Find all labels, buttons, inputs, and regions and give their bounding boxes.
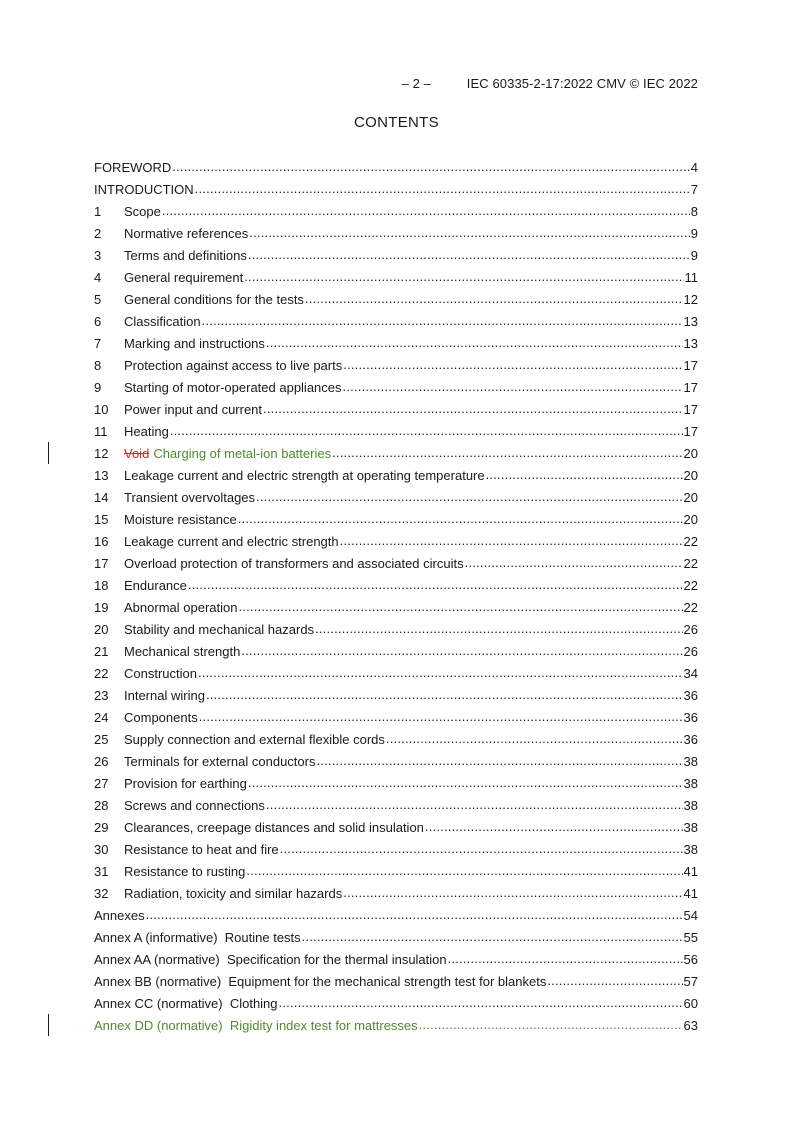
- toc-number: 31: [94, 863, 109, 879]
- toc-label: Moisture resistance: [124, 511, 237, 527]
- toc-label: Scope: [124, 203, 161, 219]
- toc-entry-17[interactable]: [94, 552, 698, 574]
- dot-leader: [386, 728, 683, 750]
- dot-leader: [343, 376, 683, 398]
- toc-entry-13[interactable]: [94, 464, 698, 486]
- table-of-contents: [94, 156, 698, 1036]
- toc-number: 21: [94, 643, 109, 659]
- toc-label: [124, 446, 331, 461]
- toc-number: 22: [94, 665, 109, 681]
- dot-leader: [547, 970, 682, 992]
- toc-entry-9[interactable]: [94, 376, 698, 398]
- toc-entry-28[interactable]: [94, 794, 698, 816]
- toc-page: 7: [690, 181, 698, 197]
- dot-leader: [448, 948, 683, 970]
- toc-number: 25: [94, 731, 109, 747]
- toc-entry-5[interactable]: [94, 288, 698, 310]
- toc-entry-annexes[interactable]: [94, 904, 698, 926]
- toc-page: 20: [683, 467, 698, 483]
- toc-entry-30[interactable]: [94, 838, 698, 860]
- toc-label: Transient overvoltages: [124, 489, 256, 505]
- page-header: [402, 76, 698, 91]
- toc-page: 4: [690, 159, 698, 175]
- toc-number: 7: [94, 335, 102, 351]
- toc-number: 28: [94, 797, 109, 813]
- page-number: – 2 –: [401, 76, 432, 91]
- toc-number: 18: [94, 577, 109, 593]
- dot-leader: [266, 332, 683, 354]
- toc-entry-6[interactable]: [94, 310, 698, 332]
- toc-number: 2: [94, 225, 102, 241]
- dot-leader: [280, 838, 683, 860]
- toc-page: 38: [683, 819, 698, 835]
- toc-entry-annex-aa[interactable]: [94, 948, 698, 970]
- toc-label: Abnormal operation: [124, 599, 238, 615]
- toc-page: 22: [683, 599, 698, 615]
- toc-number: 29: [94, 819, 109, 835]
- toc-number: 27: [94, 775, 109, 791]
- toc-label: Construction: [124, 665, 197, 681]
- dot-leader: [248, 772, 683, 794]
- dot-leader: [206, 684, 683, 706]
- toc-label: Resistance to heat and fire: [124, 841, 279, 857]
- dot-leader: [172, 156, 689, 178]
- toc-label: Supply connection and external flexible cords: [124, 731, 385, 747]
- toc-label: Normative references: [124, 225, 249, 241]
- dot-leader: [279, 992, 683, 1014]
- dot-leader: [263, 398, 683, 420]
- toc-page: 38: [683, 797, 698, 813]
- dot-leader: [316, 750, 682, 772]
- toc-label: Endurance: [124, 577, 187, 593]
- change-bar: [48, 1014, 49, 1036]
- inserted-text: Charging of metal-ion batteries: [153, 445, 332, 461]
- toc-label: Mechanical strength: [124, 643, 241, 659]
- dot-leader: [343, 882, 682, 904]
- dot-leader: [244, 266, 683, 288]
- toc-page: 12: [683, 291, 698, 307]
- dot-leader: [146, 904, 683, 926]
- toc-page: 60: [683, 995, 698, 1011]
- dot-leader: [305, 288, 683, 310]
- toc-label: Internal wiring: [124, 687, 205, 703]
- dot-leader: [465, 552, 683, 574]
- toc-label: Screws and connections: [124, 797, 265, 813]
- toc-entry-29[interactable]: [94, 816, 698, 838]
- toc-number: 15: [94, 511, 109, 527]
- contents-title: CONTENTS: [354, 114, 439, 131]
- toc-page: 17: [683, 379, 698, 395]
- toc-number: 20: [94, 621, 109, 637]
- toc-page: 26: [683, 621, 698, 637]
- toc-page: 17: [683, 357, 698, 373]
- dot-leader: [486, 464, 683, 486]
- toc-number: 11: [94, 423, 108, 439]
- toc-page: 38: [683, 775, 698, 791]
- toc-entry-annex-cc[interactable]: [94, 992, 698, 1014]
- toc-entry-8[interactable]: [94, 354, 698, 376]
- toc-label: Overload protection of transformers and associated circuits: [124, 555, 464, 571]
- dot-leader: [332, 442, 682, 464]
- dot-leader: [419, 1014, 683, 1036]
- toc-page: 22: [683, 577, 698, 593]
- toc-page: 57: [683, 973, 698, 989]
- toc-number: 12: [94, 445, 109, 461]
- toc-page: 13: [683, 335, 698, 351]
- toc-number: 10: [94, 401, 109, 417]
- change-bar: [48, 442, 49, 464]
- toc-label: Clearances, creepage distances and solid insulation: [124, 819, 424, 835]
- toc-entry-19[interactable]: [94, 596, 698, 618]
- toc-number: 30: [94, 841, 109, 857]
- toc-number: 17: [94, 555, 109, 571]
- dot-leader: [195, 178, 690, 200]
- toc-page: 41: [683, 885, 698, 901]
- toc-entry-24[interactable]: [94, 706, 698, 728]
- toc-number: 6: [94, 313, 102, 329]
- toc-number: 26: [94, 753, 109, 769]
- toc-label: Leakage current and electric strength: [124, 533, 339, 549]
- toc-label: Components: [124, 709, 198, 725]
- dot-leader: [202, 310, 683, 332]
- toc-entry-21[interactable]: [94, 640, 698, 662]
- toc-label: Resistance to rusting: [124, 863, 246, 879]
- toc-entry-16[interactable]: [94, 530, 698, 552]
- toc-page: 13: [683, 313, 698, 329]
- toc-page: 41: [683, 863, 698, 879]
- toc-entry-32[interactable]: [94, 882, 698, 904]
- dot-leader: [302, 926, 683, 948]
- toc-label: INTRODUCTION: [94, 181, 194, 197]
- dot-leader: [425, 816, 683, 838]
- toc-label: Heating: [124, 423, 169, 439]
- toc-page: 22: [683, 533, 698, 549]
- toc-label: Annex CC (normative) Clothing: [94, 995, 278, 1011]
- toc-number: 13: [94, 467, 109, 483]
- dot-leader: [266, 794, 683, 816]
- toc-page: 8: [690, 203, 698, 219]
- toc-entry-20[interactable]: [94, 618, 698, 640]
- toc-number: 4: [94, 269, 102, 285]
- toc-label: General conditions for the tests: [124, 291, 304, 307]
- toc-page: 20: [683, 489, 698, 505]
- toc-page: 36: [683, 709, 698, 725]
- toc-number: 19: [94, 599, 109, 615]
- toc-page: 17: [683, 401, 698, 417]
- toc-number: 14: [94, 489, 109, 505]
- toc-entry-1[interactable]: [94, 200, 698, 222]
- toc-page: 54: [683, 907, 698, 923]
- deleted-text: Void: [124, 445, 150, 461]
- dot-leader: [238, 508, 683, 530]
- toc-label: Classification: [124, 313, 201, 329]
- toc-entry-annex-dd[interactable]: [94, 1014, 698, 1036]
- toc-number: 23: [94, 687, 109, 703]
- toc-label: Leakage current and electric strength at operating temperature: [124, 467, 485, 483]
- toc-number: 5: [94, 291, 102, 307]
- dot-leader: [340, 530, 683, 552]
- toc-page: 17: [683, 423, 698, 439]
- dot-leader: [248, 244, 690, 266]
- dot-leader: [162, 200, 690, 222]
- toc-number: 24: [94, 709, 109, 725]
- toc-label: Annex A (informative) Routine tests: [94, 929, 301, 945]
- toc-entry-2[interactable]: [94, 222, 698, 244]
- toc-entry-7[interactable]: [94, 332, 698, 354]
- toc-entry-18[interactable]: [94, 574, 698, 596]
- toc-entry-3[interactable]: [94, 244, 698, 266]
- toc-label: General requirement: [124, 269, 244, 285]
- toc-page: 11: [684, 269, 698, 285]
- toc-number: 3: [94, 247, 102, 263]
- toc-page: 34: [683, 665, 698, 681]
- dot-leader: [256, 486, 683, 508]
- toc-entry-22[interactable]: [94, 662, 698, 684]
- dot-leader: [343, 354, 682, 376]
- toc-label: Terms and definitions: [124, 247, 247, 263]
- toc-page: 36: [683, 687, 698, 703]
- toc-entry-annex-a[interactable]: [94, 926, 698, 948]
- toc-page: 63: [683, 1017, 698, 1033]
- toc-number: 9: [94, 379, 102, 395]
- dot-leader: [198, 662, 683, 684]
- toc-label: Marking and instructions: [124, 335, 265, 351]
- document-id: IEC 60335-2-17:2022 CMV © IEC 2022: [466, 76, 698, 91]
- toc-label: Protection against access to live parts: [124, 357, 343, 373]
- toc-entry-26[interactable]: [94, 750, 698, 772]
- toc-page: 36: [683, 731, 698, 747]
- toc-entry-12[interactable]: [94, 442, 698, 464]
- toc-number: 1: [94, 203, 102, 219]
- toc-entry-15[interactable]: [94, 508, 698, 530]
- dot-leader: [199, 706, 683, 728]
- toc-label: Radiation, toxicity and similar hazards: [124, 885, 343, 901]
- dot-leader: [188, 574, 683, 596]
- dot-leader: [170, 420, 683, 442]
- toc-number: 8: [94, 357, 102, 373]
- toc-label: Terminals for external conductors: [124, 753, 316, 769]
- toc-entry-14[interactable]: [94, 486, 698, 508]
- toc-label: Annexes: [94, 907, 145, 923]
- toc-label: Provision for earthing: [124, 775, 247, 791]
- toc-number: 16: [94, 533, 109, 549]
- toc-page: 26: [683, 643, 698, 659]
- toc-page: 55: [683, 929, 698, 945]
- toc-label: Annex DD (normative) Rigidity index test for mattresses: [94, 1017, 418, 1033]
- toc-entry-introduction[interactable]: [94, 178, 698, 200]
- toc-page: 22: [683, 555, 698, 571]
- toc-entry-annex-bb[interactable]: [94, 970, 698, 992]
- toc-entry-25[interactable]: [94, 728, 698, 750]
- dot-leader: [249, 222, 689, 244]
- dot-leader: [241, 640, 682, 662]
- toc-entry-11[interactable]: [94, 420, 698, 442]
- toc-entry-31[interactable]: [94, 860, 698, 882]
- toc-label: Stability and mechanical hazards: [124, 621, 315, 637]
- toc-label: Annex BB (normative) Equipment for the mechanical strength test for blankets: [94, 973, 547, 989]
- toc-entry-10[interactable]: [94, 398, 698, 420]
- toc-entry-4[interactable]: [94, 266, 698, 288]
- toc-page: 9: [690, 247, 698, 263]
- toc-entry-23[interactable]: [94, 684, 698, 706]
- toc-entry-foreword[interactable]: [94, 156, 698, 178]
- toc-page: 38: [683, 841, 698, 857]
- toc-page: 38: [683, 753, 698, 769]
- toc-page: 20: [683, 445, 698, 461]
- toc-label: FOREWORD: [94, 159, 172, 175]
- toc-number: 32: [94, 885, 109, 901]
- toc-label: Power input and current: [124, 401, 263, 417]
- dot-leader: [238, 596, 682, 618]
- toc-label: Starting of motor-operated appliances: [124, 379, 342, 395]
- toc-page: 9: [690, 225, 698, 241]
- toc-entry-27[interactable]: [94, 772, 698, 794]
- dot-leader: [246, 860, 682, 882]
- toc-page: 56: [683, 951, 698, 967]
- toc-label: Annex AA (normative) Specification for the thermal insulation: [94, 951, 447, 967]
- toc-page: 20: [683, 511, 698, 527]
- dot-leader: [315, 618, 682, 640]
